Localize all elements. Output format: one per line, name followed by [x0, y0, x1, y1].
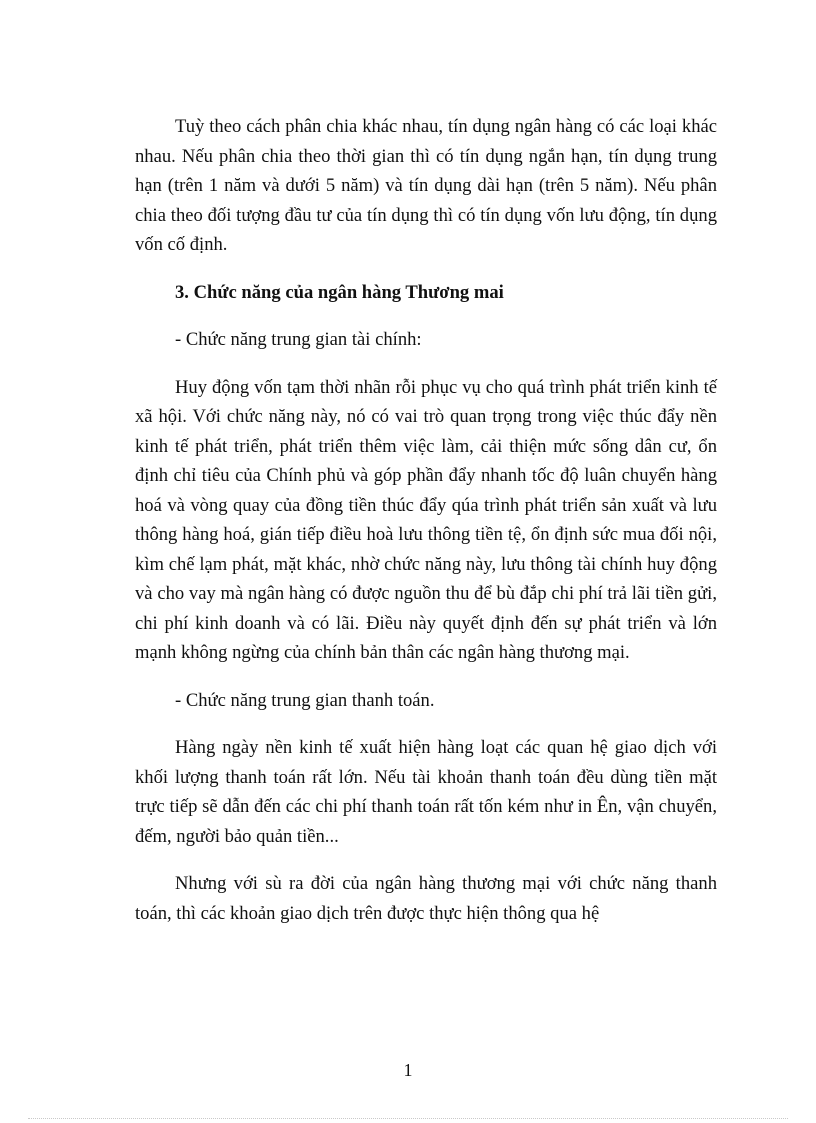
document-page	[135, 112, 717, 928]
paragraph-payment-function: Nhưng với sù ra đời của ngân hàng thương mại với chức năng thanh toán, thì các khoản giao dịch trên được thực hiện thông qua hệ	[135, 873, 717, 924]
subheading-payment-intermediary: - Chức năng trung gian thanh toán.	[175, 689, 435, 711]
page-number: 1	[403, 1060, 413, 1080]
footer-divider	[28, 1118, 788, 1119]
paragraph-financial-intermediary: Huy động vốn tạm thời nhãn rỗi phục vụ cho quá trình phát triển kinh tế xã hội. Với chức năng này, nó có vai trò quan trọng trong việc thúc đẩy nền kinh tế phát triển, phát triển thêm việc làm, cải thiện mức sống dân cư, ổn định chỉ tiêu của Chính phủ và góp phần đẩy nhanh tốc độ luân chuyển hàng hoá và vòng quay của đồng tiền thúc đẩy qúa trình phát triển sản xuất và lưu thông hàng hoá, gián tiếp điều hoà lưu thông tiền tệ, ổn định sức mua đối nội, kìm chế lạm phát, mặt khác, nhờ chức năng này, lưu thông tài chính huy động và cho vay mà ngân hàng có được nguồn thu để bù đắp chi phí trả lãi tiền gửi, chi phí kinh doanh và có lãi. Điều này quyết định đến sự phát triển và lớn mạnh không ngừng của chính bản thân các ngân hàng thương mại.	[135, 376, 717, 663]
subheading-financial-intermediary: - Chức năng trung gian tài chính:	[175, 329, 422, 350]
paragraph-credit-types: Tuỳ theo cách phân chia khác nhau, tín dụng ngân hàng có các loại khác nhau. Nếu phân chia theo thời gian thì có tín dụng ngắn hạn, tín dụng trung hạn (trên 1 năm và dưới 5 năm) và tín dụng dài hạn (trên 5 năm). Nếu phân chia theo đối tượng đầu tư của tín dụng thì có tín dụng vốn lưu động, tín dụng vốn cố định.	[135, 116, 717, 255]
section-heading: 3. Chức năng của ngân hàng Thương mai	[175, 281, 504, 303]
paragraph-payment-transactions: Hàng ngày nền kinh tế xuất hiện hàng loạt các quan hệ giao dịch với khối lượng thanh toán rất lớn. Nếu tài khoản thanh toán đều dùng tiền mặt trực tiếp sẽ dẫn đến các chi phí thanh toán rất tốn kém như in Ên, vận chuyển, đếm, người bảo quản tiền...	[135, 737, 717, 847]
